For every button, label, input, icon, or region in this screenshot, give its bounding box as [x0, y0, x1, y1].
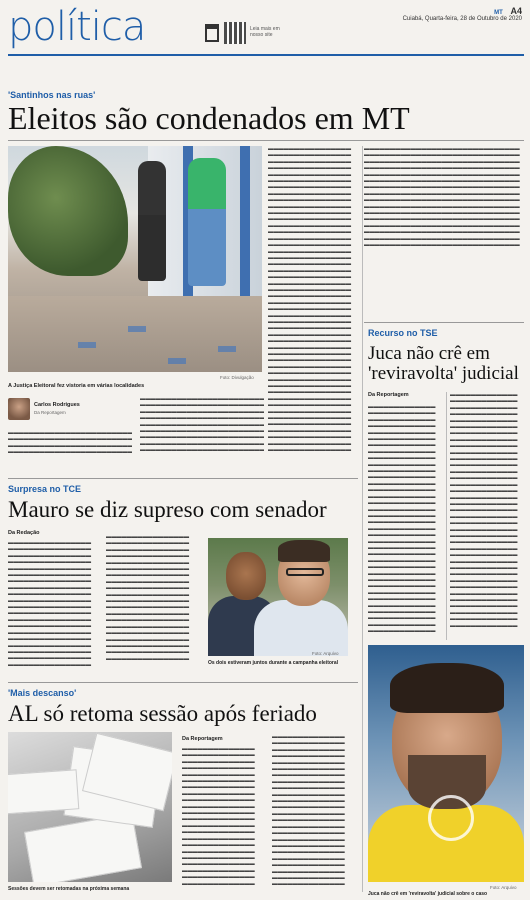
masthead-rule: [8, 54, 524, 56]
mauro-photo: [208, 538, 348, 656]
story4-kicker: 'Mais descanso': [8, 688, 77, 698]
divider: [364, 322, 524, 323]
header-info: [403, 6, 522, 22]
story2-photo-credit: Foto: Arquivo: [490, 885, 517, 890]
divider: [8, 478, 358, 479]
story1-byline-role: Da Reportagem: [34, 410, 66, 415]
story3-byline: Da Redação: [8, 530, 40, 536]
story1-headline: Eleitos são condenados em MT: [8, 100, 410, 136]
page-number: A4: [510, 6, 522, 16]
story3-column-1: ▬▬▬▬▬▬▬▬▬▬▬▬▬▬▬▬ ▬▬▬▬▬▬▬▬▬▬▬▬▬▬▬▬ ▬▬▬▬▬▬▬▬▬▬▬▬▬▬▬▬ ▬▬▬▬▬▬▬▬▬▬▬▬▬▬▬▬ ▬▬▬▬▬▬▬▬▬▬▬▬▬▬▬▬ ▬▬▬▬▬▬▬▬▬▬▬▬▬▬▬▬ ▬▬▬▬▬▬▬▬▬▬▬▬▬▬▬▬ ▬▬▬▬▬▬▬▬▬▬▬▬▬▬▬▬ ▬▬▬▬▬▬▬▬▬▬▬▬▬▬▬▬ ▬▬▬▬▬▬▬▬▬▬▬▬▬▬▬▬ ▬▬▬▬▬▬▬▬▬▬▬▬▬▬▬▬ ▬▬▬▬▬▬▬▬▬▬▬▬▬▬▬▬ ▬▬▬▬▬▬▬▬▬▬▬▬▬▬▬▬ ▬▬▬▬▬▬▬▬▬▬▬▬▬▬▬▬ ▬▬▬▬▬▬▬▬▬▬▬▬▬▬▬▬ ▬▬▬▬▬▬▬▬▬▬▬▬▬▬▬▬ ▬▬▬▬▬▬▬▬▬▬▬▬▬▬▬▬ ▬▬▬▬▬▬▬▬▬▬▬▬▬▬▬▬ ▬▬▬▬▬▬▬▬▬▬▬▬▬▬▬▬ ▬▬▬▬▬▬▬▬▬▬▬▬▬▬▬▬: [8, 540, 91, 666]
story2-column-2: ▬▬▬▬▬▬▬▬▬▬▬▬▬ ▬▬▬▬▬▬▬▬▬▬▬▬▬ ▬▬▬▬▬▬▬▬▬▬▬▬▬ ▬▬▬▬▬▬▬▬▬▬▬▬▬ ▬▬▬▬▬▬▬▬▬▬▬▬▬ ▬▬▬▬▬▬▬▬▬▬▬▬▬ ▬▬▬▬▬▬▬▬▬▬▬▬▬ ▬▬▬▬▬▬▬▬▬▬▬▬▬ ▬▬▬▬▬▬▬▬▬▬▬▬▬ ▬▬▬▬▬▬▬▬▬▬▬▬▬ ▬▬▬▬▬▬▬▬▬▬▬▬▬ ▬▬▬▬▬▬▬▬▬▬▬▬▬ ▬▬▬▬▬▬▬▬▬▬▬▬▬ ▬▬▬▬▬▬▬▬▬▬▬▬▬ ▬▬▬▬▬▬▬▬▬▬▬▬▬ ▬▬▬▬▬▬▬▬▬▬▬▬▬ ▬▬▬▬▬▬▬▬▬▬▬▬▬ ▬▬▬▬▬▬▬▬▬▬▬▬▬ ▬▬▬▬▬▬▬▬▬▬▬▬▬ ▬▬▬▬▬▬▬▬▬▬▬▬▬ ▬▬▬▬▬▬▬▬▬▬▬▬▬ ▬▬▬▬▬▬▬▬▬▬▬▬▬ ▬▬▬▬▬▬▬▬▬▬▬▬▬ ▬▬▬▬▬▬▬▬▬▬▬▬▬ ▬▬▬▬▬▬▬▬▬▬▬▬▬ ▬▬▬▬▬▬▬▬▬▬▬▬▬ ▬▬▬▬▬▬▬▬▬▬▬▬▬ ▬▬▬▬▬▬▬▬▬▬▬▬▬ ▬▬▬▬▬▬▬▬▬▬▬▬▬ ▬▬▬▬▬▬▬▬▬▬▬▬▬ ▬▬▬▬▬▬▬▬▬▬▬▬▬ ▬▬▬▬▬▬▬▬▬▬▬▬▬ ▬▬▬▬▬▬▬▬▬▬▬▬▬ ▬▬▬▬▬▬▬▬▬▬▬▬▬ ▬▬▬▬▬▬▬▬▬▬▬▬▬ ▬▬▬▬▬▬▬▬▬▬▬▬▬ ▬▬▬▬▬▬▬▬▬▬▬▬▬: [450, 392, 518, 629]
qr-code-icon[interactable]: [224, 22, 246, 44]
story2-column-1: ▬▬▬▬▬▬▬▬▬▬▬▬▬ ▬▬▬▬▬▬▬▬▬▬▬▬▬ ▬▬▬▬▬▬▬▬▬▬▬▬▬ ▬▬▬▬▬▬▬▬▬▬▬▬▬ ▬▬▬▬▬▬▬▬▬▬▬▬▬ ▬▬▬▬▬▬▬▬▬▬▬▬▬ ▬▬▬▬▬▬▬▬▬▬▬▬▬ ▬▬▬▬▬▬▬▬▬▬▬▬▬ ▬▬▬▬▬▬▬▬▬▬▬▬▬ ▬▬▬▬▬▬▬▬▬▬▬▬▬ ▬▬▬▬▬▬▬▬▬▬▬▬▬ ▬▬▬▬▬▬▬▬▬▬▬▬▬ ▬▬▬▬▬▬▬▬▬▬▬▬▬ ▬▬▬▬▬▬▬▬▬▬▬▬▬ ▬▬▬▬▬▬▬▬▬▬▬▬▬ ▬▬▬▬▬▬▬▬▬▬▬▬▬ ▬▬▬▬▬▬▬▬▬▬▬▬▬ ▬▬▬▬▬▬▬▬▬▬▬▬▬ ▬▬▬▬▬▬▬▬▬▬▬▬▬ ▬▬▬▬▬▬▬▬▬▬▬▬▬ ▬▬▬▬▬▬▬▬▬▬▬▬▬ ▬▬▬▬▬▬▬▬▬▬▬▬▬ ▬▬▬▬▬▬▬▬▬▬▬▬▬ ▬▬▬▬▬▬▬▬▬▬▬▬▬ ▬▬▬▬▬▬▬▬▬▬▬▬▬ ▬▬▬▬▬▬▬▬▬▬▬▬▬ ▬▬▬▬▬▬▬▬▬▬▬▬▬ ▬▬▬▬▬▬▬▬▬▬▬▬▬ ▬▬▬▬▬▬▬▬▬▬▬▬▬ ▬▬▬▬▬▬▬▬▬▬▬▬▬ ▬▬▬▬▬▬▬▬▬▬▬▬▬ ▬▬▬▬▬▬▬▬▬▬▬▬▬ ▬▬▬▬▬▬▬▬▬▬▬▬▬ ▬▬▬▬▬▬▬▬▬▬▬▬▬ ▬▬▬▬▬▬▬▬▬▬▬▬▬ ▬▬▬▬▬▬▬▬▬▬▬▬▬: [368, 404, 436, 635]
story4-photo-caption: Sessões devem ser retomadas na próxima semana: [8, 886, 130, 892]
story3-photo-credit: Foto: Arquivo: [312, 651, 339, 656]
story3-photo-caption: Os dois estiveram juntos durante a campanha eleitoral: [208, 660, 339, 666]
divider: [8, 140, 524, 141]
story1-column-3: ▬▬▬▬▬▬▬▬▬▬▬▬▬▬▬▬ ▬▬▬▬▬▬▬▬▬▬▬▬▬▬▬▬ ▬▬▬▬▬▬▬▬▬▬▬▬▬▬▬▬ ▬▬▬▬▬▬▬▬▬▬▬▬▬▬▬▬ ▬▬▬▬▬▬▬▬▬▬▬▬▬▬▬▬ ▬▬▬▬▬▬▬▬▬▬▬▬▬▬▬▬ ▬▬▬▬▬▬▬▬▬▬▬▬▬▬▬▬ ▬▬▬▬▬▬▬▬▬▬▬▬▬▬▬▬ ▬▬▬▬▬▬▬▬▬▬▬▬▬▬▬▬ ▬▬▬▬▬▬▬▬▬▬▬▬▬▬▬▬ ▬▬▬▬▬▬▬▬▬▬▬▬▬▬▬▬ ▬▬▬▬▬▬▬▬▬▬▬▬▬▬▬▬ ▬▬▬▬▬▬▬▬▬▬▬▬▬▬▬▬ ▬▬▬▬▬▬▬▬▬▬▬▬▬▬▬▬ ▬▬▬▬▬▬▬▬▬▬▬▬▬▬▬▬ ▬▬▬▬▬▬▬▬▬▬▬▬▬▬▬▬ ▬▬▬▬▬▬▬▬▬▬▬▬▬▬▬▬ ▬▬▬▬▬▬▬▬▬▬▬▬▬▬▬▬ ▬▬▬▬▬▬▬▬▬▬▬▬▬▬▬▬ ▬▬▬▬▬▬▬▬▬▬▬▬▬▬▬▬ ▬▬▬▬▬▬▬▬▬▬▬▬▬▬▬▬ ▬▬▬▬▬▬▬▬▬▬▬▬▬▬▬▬ ▬▬▬▬▬▬▬▬▬▬▬▬▬▬▬▬ ▬▬▬▬▬▬▬▬▬▬▬▬▬▬▬▬ ▬▬▬▬▬▬▬▬▬▬▬▬▬▬▬▬ ▬▬▬▬▬▬▬▬▬▬▬▬▬▬▬▬ ▬▬▬▬▬▬▬▬▬▬▬▬▬▬▬▬ ▬▬▬▬▬▬▬▬▬▬▬▬▬▬▬▬ ▬▬▬▬▬▬▬▬▬▬▬▬▬▬▬▬ ▬▬▬▬▬▬▬▬▬▬▬▬▬▬▬▬ ▬▬▬▬▬▬▬▬▬▬▬▬▬▬▬▬ ▬▬▬▬▬▬▬▬▬▬▬▬▬▬▬▬ ▬▬▬▬▬▬▬▬▬▬▬▬▬▬▬▬ ▬▬▬▬▬▬▬▬▬▬▬▬▬▬▬▬ ▬▬▬▬▬▬▬▬▬▬▬▬▬▬▬▬ ▬▬▬▬▬▬▬▬▬▬▬▬▬▬▬▬ ▬▬▬▬▬▬▬▬▬▬▬▬▬▬▬▬ ▬▬▬▬▬▬▬▬▬▬▬▬▬▬▬▬ ▬▬▬▬▬▬▬▬▬▬▬▬▬▬▬▬ ▬▬▬▬▬▬▬▬▬▬▬▬▬▬▬▬ ▬▬▬▬▬▬▬▬▬▬▬▬▬▬▬▬ ▬▬▬▬▬▬▬▬▬▬▬▬▬▬▬▬ ▬▬▬▬▬▬▬▬▬▬▬▬▬▬▬▬ ▬▬▬▬▬▬▬▬▬▬▬▬▬▬▬▬ ▬▬▬▬▬▬▬▬▬▬▬▬▬▬▬▬ ▬▬▬▬▬▬▬▬▬▬▬▬▬▬▬▬ ▬▬▬▬▬▬▬▬▬▬▬▬▬▬▬▬ ▬▬▬▬▬▬▬▬▬▬▬▬▬▬▬▬: [268, 146, 351, 454]
story4-column-2: ▬▬▬▬▬▬▬▬▬▬▬▬▬▬ ▬▬▬▬▬▬▬▬▬▬▬▬▬▬ ▬▬▬▬▬▬▬▬▬▬▬▬▬▬ ▬▬▬▬▬▬▬▬▬▬▬▬▬▬ ▬▬▬▬▬▬▬▬▬▬▬▬▬▬ ▬▬▬▬▬▬▬▬▬▬▬▬▬▬ ▬▬▬▬▬▬▬▬▬▬▬▬▬▬ ▬▬▬▬▬▬▬▬▬▬▬▬▬▬ ▬▬▬▬▬▬▬▬▬▬▬▬▬▬ ▬▬▬▬▬▬▬▬▬▬▬▬▬▬ ▬▬▬▬▬▬▬▬▬▬▬▬▬▬ ▬▬▬▬▬▬▬▬▬▬▬▬▬▬ ▬▬▬▬▬▬▬▬▬▬▬▬▬▬ ▬▬▬▬▬▬▬▬▬▬▬▬▬▬ ▬▬▬▬▬▬▬▬▬▬▬▬▬▬ ▬▬▬▬▬▬▬▬▬▬▬▬▬▬ ▬▬▬▬▬▬▬▬▬▬▬▬▬▬ ▬▬▬▬▬▬▬▬▬▬▬▬▬▬ ▬▬▬▬▬▬▬▬▬▬▬▬▬▬ ▬▬▬▬▬▬▬▬▬▬▬▬▬▬ ▬▬▬▬▬▬▬▬▬▬▬▬▬▬ ▬▬▬▬▬▬▬▬▬▬▬▬▬▬ ▬▬▬▬▬▬▬▬▬▬▬▬▬▬ ▬▬▬▬▬▬▬▬▬▬▬▬▬▬: [272, 734, 345, 888]
story1-photo-caption: A Justiça Eleitoral fez vistoria em várias localidades: [8, 383, 145, 389]
story2-byline: Da Reportagem: [368, 392, 409, 398]
column-rule: [446, 392, 447, 640]
story1-byline: Carlos Rodrigues: [34, 402, 80, 408]
story4-column-1: ▬▬▬▬▬▬▬▬▬▬▬▬▬▬ ▬▬▬▬▬▬▬▬▬▬▬▬▬▬ ▬▬▬▬▬▬▬▬▬▬▬▬▬▬ ▬▬▬▬▬▬▬▬▬▬▬▬▬▬ ▬▬▬▬▬▬▬▬▬▬▬▬▬▬ ▬▬▬▬▬▬▬▬▬▬▬▬▬▬ ▬▬▬▬▬▬▬▬▬▬▬▬▬▬ ▬▬▬▬▬▬▬▬▬▬▬▬▬▬ ▬▬▬▬▬▬▬▬▬▬▬▬▬▬ ▬▬▬▬▬▬▬▬▬▬▬▬▬▬ ▬▬▬▬▬▬▬▬▬▬▬▬▬▬ ▬▬▬▬▬▬▬▬▬▬▬▬▬▬ ▬▬▬▬▬▬▬▬▬▬▬▬▬▬ ▬▬▬▬▬▬▬▬▬▬▬▬▬▬ ▬▬▬▬▬▬▬▬▬▬▬▬▬▬ ▬▬▬▬▬▬▬▬▬▬▬▬▬▬ ▬▬▬▬▬▬▬▬▬▬▬▬▬▬ ▬▬▬▬▬▬▬▬▬▬▬▬▬▬ ▬▬▬▬▬▬▬▬▬▬▬▬▬▬ ▬▬▬▬▬▬▬▬▬▬▬▬▬▬ ▬▬▬▬▬▬▬▬▬▬▬▬▬▬ ▬▬▬▬▬▬▬▬▬▬▬▬▬▬: [182, 746, 255, 887]
street-photo: [8, 146, 262, 372]
story1-photo-credit: Foto: Divulgação: [220, 375, 254, 380]
story4-headline: AL só retoma sessão após feriado: [8, 701, 317, 726]
brand-label: MT: [494, 10, 503, 16]
story1-column-2: ▬▬▬▬▬▬▬▬▬▬▬▬▬▬▬▬▬▬▬▬▬▬▬▬ ▬▬▬▬▬▬▬▬▬▬▬▬▬▬▬▬▬▬▬▬▬▬▬▬ ▬▬▬▬▬▬▬▬▬▬▬▬▬▬▬▬▬▬▬▬▬▬▬▬ ▬▬▬▬▬▬▬▬▬▬▬▬▬▬▬▬▬▬▬▬▬▬▬▬ ▬▬▬▬▬▬▬▬▬▬▬▬▬▬▬▬▬▬▬▬▬▬▬▬ ▬▬▬▬▬▬▬▬▬▬▬▬▬▬▬▬▬▬▬▬▬▬▬▬ ▬▬▬▬▬▬▬▬▬▬▬▬▬▬▬▬▬▬▬▬▬▬▬▬ ▬▬▬▬▬▬▬▬▬▬▬▬▬▬▬▬▬▬▬▬▬▬▬▬ ▬▬▬▬▬▬▬▬▬▬▬▬▬▬▬▬▬▬▬▬▬▬▬▬: [140, 396, 264, 454]
story2-headline: Juca não crê em 'reviravolta' judicial: [368, 343, 519, 384]
qr-caption: Leia mais em nosso site: [250, 26, 280, 38]
building-icon: [205, 24, 219, 42]
column-rule: [362, 146, 363, 892]
story1-column-1: ▬▬▬▬▬▬▬▬▬▬▬▬▬▬▬▬▬▬▬▬▬▬▬▬ ▬▬▬▬▬▬▬▬▬▬▬▬▬▬▬▬▬▬▬▬▬▬▬▬ ▬▬▬▬▬▬▬▬▬▬▬▬▬▬▬▬▬▬▬▬▬▬▬▬ ▬▬▬▬▬▬▬▬▬▬▬▬▬▬▬▬▬▬▬▬▬▬▬▬: [8, 430, 132, 456]
story2-photo-caption: Juca não crê em 'reviravolta' judicial sobre o caso: [368, 891, 488, 897]
story1-kicker: 'Santinhos nas ruas': [8, 90, 96, 100]
juca-photo: [368, 645, 524, 882]
story4-byline: Da Reportagem: [182, 736, 223, 742]
date-line: Cuiabá, Quarta-feira, 28 de Outubro de 2020: [402, 16, 522, 22]
divider: [8, 682, 358, 683]
story3-kicker: Surpresa no TCE: [8, 484, 82, 494]
documents-photo: [8, 732, 172, 882]
author-avatar: [8, 398, 30, 420]
story1-column-4: ▬▬▬▬▬▬▬▬▬▬▬▬▬▬▬▬▬▬▬▬▬▬▬▬▬▬▬▬▬▬ ▬▬▬▬▬▬▬▬▬▬▬▬▬▬▬▬▬▬▬▬▬▬▬▬▬▬▬▬▬▬ ▬▬▬▬▬▬▬▬▬▬▬▬▬▬▬▬▬▬▬▬▬▬▬▬▬▬▬▬▬▬ ▬▬▬▬▬▬▬▬▬▬▬▬▬▬▬▬▬▬▬▬▬▬▬▬▬▬▬▬▬▬ ▬▬▬▬▬▬▬▬▬▬▬▬▬▬▬▬▬▬▬▬▬▬▬▬▬▬▬▬▬▬ ▬▬▬▬▬▬▬▬▬▬▬▬▬▬▬▬▬▬▬▬▬▬▬▬▬▬▬▬▬▬ ▬▬▬▬▬▬▬▬▬▬▬▬▬▬▬▬▬▬▬▬▬▬▬▬▬▬▬▬▬▬ ▬▬▬▬▬▬▬▬▬▬▬▬▬▬▬▬▬▬▬▬▬▬▬▬▬▬▬▬▬▬ ▬▬▬▬▬▬▬▬▬▬▬▬▬▬▬▬▬▬▬▬▬▬▬▬▬▬▬▬▬▬ ▬▬▬▬▬▬▬▬▬▬▬▬▬▬▬▬▬▬▬▬▬▬▬▬▬▬▬▬▬▬ ▬▬▬▬▬▬▬▬▬▬▬▬▬▬▬▬▬▬▬▬▬▬▬▬▬▬▬▬▬▬ ▬▬▬▬▬▬▬▬▬▬▬▬▬▬▬▬▬▬▬▬▬▬▬▬▬▬▬▬▬▬ ▬▬▬▬▬▬▬▬▬▬▬▬▬▬▬▬▬▬▬▬▬▬▬▬▬▬▬▬▬▬ ▬▬▬▬▬▬▬▬▬▬▬▬▬▬▬▬▬▬▬▬▬▬▬▬▬▬▬▬▬▬ ▬▬▬▬▬▬▬▬▬▬▬▬▬▬▬▬▬▬▬▬▬▬▬▬▬▬▬▬▬▬ ▬▬▬▬▬▬▬▬▬▬▬▬▬▬▬▬▬▬▬▬▬▬▬▬▬▬▬▬▬▬: [364, 146, 520, 249]
story3-column-2: ▬▬▬▬▬▬▬▬▬▬▬▬▬▬▬▬ ▬▬▬▬▬▬▬▬▬▬▬▬▬▬▬▬ ▬▬▬▬▬▬▬▬▬▬▬▬▬▬▬▬ ▬▬▬▬▬▬▬▬▬▬▬▬▬▬▬▬ ▬▬▬▬▬▬▬▬▬▬▬▬▬▬▬▬ ▬▬▬▬▬▬▬▬▬▬▬▬▬▬▬▬ ▬▬▬▬▬▬▬▬▬▬▬▬▬▬▬▬ ▬▬▬▬▬▬▬▬▬▬▬▬▬▬▬▬ ▬▬▬▬▬▬▬▬▬▬▬▬▬▬▬▬ ▬▬▬▬▬▬▬▬▬▬▬▬▬▬▬▬ ▬▬▬▬▬▬▬▬▬▬▬▬▬▬▬▬ ▬▬▬▬▬▬▬▬▬▬▬▬▬▬▬▬ ▬▬▬▬▬▬▬▬▬▬▬▬▬▬▬▬ ▬▬▬▬▬▬▬▬▬▬▬▬▬▬▬▬ ▬▬▬▬▬▬▬▬▬▬▬▬▬▬▬▬ ▬▬▬▬▬▬▬▬▬▬▬▬▬▬▬▬ ▬▬▬▬▬▬▬▬▬▬▬▬▬▬▬▬ ▬▬▬▬▬▬▬▬▬▬▬▬▬▬▬▬ ▬▬▬▬▬▬▬▬▬▬▬▬▬▬▬▬ ▬▬▬▬▬▬▬▬▬▬▬▬▬▬▬▬: [106, 534, 189, 662]
story2-kicker: Recurso no TSE: [368, 328, 438, 338]
section-title: política: [8, 4, 146, 50]
story3-headline: Mauro se diz supreso com senador: [8, 497, 327, 522]
